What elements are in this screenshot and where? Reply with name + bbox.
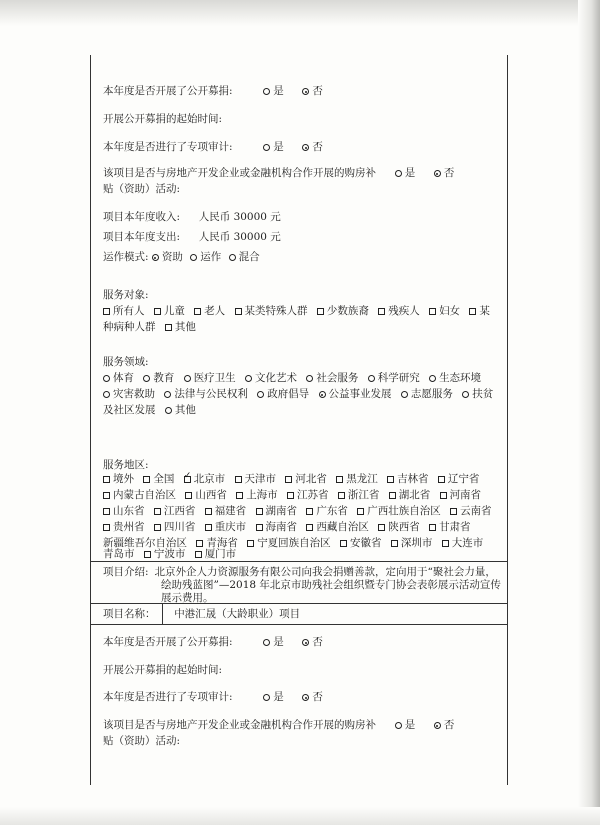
option-label: 宁波市: [153, 548, 186, 560]
income-row: [103, 210, 281, 224]
no-radio-selected-icon[interactable]: [434, 722, 441, 729]
option-label: 残疾人: [388, 305, 420, 317]
checkbox-icon[interactable]: [256, 524, 263, 531]
option-label: 境外: [113, 473, 134, 485]
checkbox-icon[interactable]: [165, 324, 172, 331]
option-label: 贵州省: [113, 521, 145, 533]
option-label: 深圳市: [400, 537, 433, 549]
checkbox-icon[interactable]: [103, 524, 110, 531]
option-label: 福建省: [214, 505, 247, 517]
option-label: 生态环境: [439, 372, 482, 384]
housing-question: 该项目是否与房地产开发企业或金融机构合作开展的购房补: [103, 719, 376, 731]
option-label: 扶贫: [472, 388, 494, 400]
checkbox-icon[interactable]: [378, 308, 385, 315]
no-radio-selected-icon[interactable]: [302, 144, 309, 151]
checkbox-icon[interactable]: [235, 308, 242, 315]
option-label: 湖北省: [398, 489, 431, 501]
mode-radio-icon[interactable]: [229, 254, 236, 261]
option-label: 广西壮族自治区: [367, 505, 441, 517]
service-objects-line2: [103, 320, 202, 334]
project-intro-text: 北京外企人力资源服务有限公司向我会捐赠善款，定向用于“聚社会力量，: [154, 566, 496, 578]
checkbox-icon[interactable]: [336, 476, 343, 483]
checkbox-icon[interactable]: [469, 308, 476, 315]
checkbox-icon[interactable]: [340, 540, 347, 547]
option-label: 河南省: [449, 489, 482, 501]
mode-option: 混合: [238, 251, 260, 263]
option-label: 河北省: [295, 473, 327, 485]
housing-row-cont: 贴（资助）活动:: [103, 183, 181, 195]
mode-label: 运作模式:: [103, 251, 149, 263]
option-label: 广东省: [316, 505, 348, 517]
option-label: 安徽省: [350, 537, 382, 549]
table-border-left: [90, 55, 91, 785]
checkbox-icon[interactable]: [387, 476, 394, 483]
radio-icon[interactable]: [184, 375, 191, 382]
no-label: 否: [312, 141, 323, 153]
housing-row-2-cont: 贴（资助）活动:: [103, 735, 181, 747]
option-label: 上海市: [246, 489, 278, 501]
start-time-row-2: [103, 663, 222, 677]
table-border-right: [507, 55, 508, 785]
income-value: 人民币 30000 元: [198, 211, 281, 223]
checkbox-icon[interactable]: [195, 551, 202, 558]
scan-edge-top: [0, 0, 600, 26]
option-label: 江苏省: [297, 489, 329, 501]
no-label: 否: [443, 719, 455, 731]
yes-radio-icon[interactable]: [263, 144, 270, 151]
no-label: 否: [312, 691, 323, 703]
checkbox-icon[interactable]: [429, 308, 436, 315]
option-label: 江西省: [163, 505, 196, 517]
option-label: 山西省: [195, 489, 227, 501]
mode-radio-icon[interactable]: [190, 254, 197, 261]
checkbox-icon[interactable]: [391, 540, 398, 547]
checkbox-icon[interactable]: [185, 492, 192, 499]
option-label: 青海省: [206, 537, 238, 549]
checkbox-icon[interactable]: [378, 524, 385, 531]
yes-radio-icon[interactable]: [263, 88, 270, 95]
option-label: 老人: [204, 305, 226, 317]
checkbox-icon[interactable]: [389, 492, 396, 499]
yes-label: 是: [273, 141, 284, 153]
audit-row: [103, 140, 323, 154]
table-divider-1: [90, 561, 508, 562]
checkbox-icon[interactable]: [442, 540, 449, 547]
radio-icon[interactable]: [165, 407, 172, 414]
no-radio-selected-icon[interactable]: [434, 170, 441, 177]
checkbox-icon[interactable]: [235, 476, 242, 483]
option-label: 灾害救助: [113, 388, 155, 400]
radio-icon[interactable]: [401, 391, 408, 398]
option-label: 湖南省: [265, 505, 298, 517]
checkbox-icon[interactable]: [144, 551, 151, 558]
housing-row-2: [103, 718, 454, 732]
radio-icon[interactable]: [245, 375, 252, 382]
yes-label: 是: [273, 85, 284, 97]
option-label: 全国: [153, 473, 175, 485]
option-label: 海南省: [265, 521, 298, 533]
checkbox-icon[interactable]: [236, 492, 243, 499]
public-raise-question: 本年度是否开展了公开募捐:: [103, 636, 233, 648]
option-label: 北京市: [193, 473, 226, 485]
option-label: 某: [479, 305, 490, 317]
checkbox-icon[interactable]: [285, 476, 292, 483]
checkbox-icon[interactable]: [306, 524, 313, 531]
income-label: 项目本年度收入:: [103, 211, 181, 223]
service-fields-line2: [103, 387, 499, 401]
option-label: 其他: [174, 321, 196, 333]
project-intro-text: 展示费用。: [161, 592, 214, 604]
option-label: 科学研究: [377, 372, 420, 384]
no-radio-selected-icon[interactable]: [302, 639, 309, 646]
checkbox-icon[interactable]: [194, 308, 201, 315]
option-label: 公益事业发展: [328, 388, 392, 400]
checkbox-icon[interactable]: [143, 476, 150, 483]
option-label: 医疗卫生: [193, 372, 236, 384]
option-label: 青岛市: [103, 548, 135, 560]
start-time-question: 开展公开募捐的起始时间:: [103, 113, 223, 125]
option-label: 云南省: [460, 505, 492, 517]
yes-label: 是: [404, 719, 416, 731]
radio-icon[interactable]: [306, 375, 313, 382]
option-label: 妇女: [439, 305, 461, 317]
yes-radio-icon[interactable]: [263, 639, 270, 646]
public-raise-question: 本年度是否开展了公开募捐:: [103, 85, 233, 97]
service-fields-line3: [103, 403, 202, 417]
service-regions-line2: [103, 488, 487, 502]
mode-radio-selected-icon[interactable]: [152, 254, 159, 261]
option-label: 所有人: [113, 305, 145, 317]
mode-option: 运作: [200, 251, 222, 263]
option-label: 宁夏回族自治区: [257, 537, 331, 549]
checkbox-icon[interactable]: [103, 308, 110, 315]
audit-question: 本年度是否进行了专项审计:: [103, 141, 233, 153]
option-label: 种病种人群: [103, 321, 156, 333]
service-regions-line6: [103, 547, 242, 561]
yes-label: 是: [273, 636, 284, 648]
checkbox-icon[interactable]: [287, 492, 294, 499]
mode-row: [103, 250, 260, 264]
option-label: 黑龙江: [346, 473, 378, 485]
service-objects-label: 服务对象:: [103, 289, 149, 301]
option-label: 山东省: [113, 505, 145, 517]
checkbox-icon[interactable]: [205, 508, 212, 515]
checkbox-icon[interactable]: [357, 508, 364, 515]
table-divider-3: [90, 624, 508, 625]
option-label: 厦门市: [204, 548, 237, 560]
option-label: 体育: [113, 372, 134, 384]
mode-option: 资助: [161, 251, 183, 263]
option-label: 吉林省: [397, 473, 429, 485]
start-time-question: 开展公开募捐的起始时间:: [103, 664, 223, 676]
audit-question: 本年度是否进行了专项审计:: [103, 691, 233, 703]
service-fields-label: 服务领域:: [103, 356, 149, 368]
option-label: 天津市: [244, 473, 277, 485]
radio-icon[interactable]: [103, 391, 110, 398]
option-label: 西藏自治区: [316, 521, 369, 533]
checkbox-checked-icon[interactable]: [184, 476, 191, 483]
checkbox-icon[interactable]: [103, 476, 110, 483]
checkbox-icon[interactable]: [440, 492, 447, 499]
project-intro: [103, 566, 505, 605]
yes-radio-icon[interactable]: [395, 170, 402, 177]
service-regions-label: 服务地区:: [103, 459, 149, 471]
radio-icon[interactable]: [164, 391, 171, 398]
option-label: 新疆维吾尔自治区: [103, 537, 187, 549]
option-label: 法律与公民权利: [174, 388, 248, 400]
service-regions-line3: [103, 504, 498, 518]
option-label: 志愿服务: [410, 388, 453, 400]
option-label: 陕西省: [388, 521, 420, 533]
option-label: 少数族裔: [326, 305, 369, 317]
scan-edge-right: [578, 0, 600, 825]
no-radio-selected-icon[interactable]: [302, 694, 309, 701]
option-label: 文化艺术: [255, 372, 298, 384]
no-label: 否: [312, 85, 323, 97]
option-label: 其他: [174, 404, 196, 416]
radio-icon[interactable]: [103, 375, 110, 382]
project-intro-text: 绘助残蓝图”—2018 年北京市助残社会组织暨专门协会表彰展示活动宣传: [161, 579, 501, 591]
project-name-label: 项目名称：: [103, 608, 156, 620]
project-name-value: 中港汇晟（大龄职业）项目: [174, 608, 301, 620]
option-label: 重庆市: [214, 521, 247, 533]
checkbox-icon[interactable]: [306, 508, 313, 515]
option-label: 社会服务: [316, 372, 359, 384]
checkbox-icon[interactable]: [205, 524, 212, 531]
checkbox-icon[interactable]: [317, 308, 324, 315]
no-radio-selected-icon[interactable]: [302, 88, 309, 95]
service-regions-line1: [103, 472, 485, 486]
project-intro-label: 项目介绍:: [103, 566, 149, 578]
checkbox-icon[interactable]: [154, 508, 161, 515]
housing-question: 该项目是否与房地产开发企业或金融机构合作开展的购房补: [103, 167, 376, 179]
option-label: 及社区发展: [103, 404, 156, 416]
option-label: 政府倡导: [267, 388, 310, 400]
housing-row: [103, 166, 454, 180]
option-label: 甘肃省: [439, 521, 471, 533]
yes-radio-icon[interactable]: [263, 694, 270, 701]
checkbox-icon[interactable]: [103, 492, 110, 499]
checkbox-icon[interactable]: [154, 308, 161, 315]
option-label: 某类特殊人群: [244, 305, 308, 317]
radio-icon[interactable]: [257, 391, 264, 398]
yes-radio-icon[interactable]: [395, 722, 402, 729]
option-label: 大连市: [451, 537, 484, 549]
option-label: 辽宁省: [447, 473, 480, 485]
checkbox-icon[interactable]: [429, 524, 436, 531]
radio-icon[interactable]: [368, 375, 375, 382]
checkbox-icon[interactable]: [256, 508, 263, 515]
option-label: 教育: [153, 372, 175, 384]
start-time-row: [103, 112, 222, 126]
scan-edge-bottom: [0, 807, 600, 825]
checkbox-icon[interactable]: [438, 476, 445, 483]
yes-label: 是: [404, 167, 416, 179]
option-label: 儿童: [163, 305, 185, 317]
expense-label: 项目本年度支出:: [103, 231, 181, 243]
checkbox-icon[interactable]: [450, 508, 457, 515]
checkbox-icon[interactable]: [338, 492, 345, 499]
no-label: 否: [312, 636, 323, 648]
service-objects-line1: [103, 304, 496, 318]
option-label: 内蒙古自治区: [113, 489, 176, 501]
expense-row: [103, 230, 281, 244]
checkbox-icon[interactable]: [247, 540, 254, 547]
option-label: 四川省: [163, 521, 196, 533]
radio-icon[interactable]: [462, 391, 469, 398]
no-label: 否: [443, 167, 455, 179]
checkbox-icon[interactable]: [196, 540, 203, 547]
radio-icon[interactable]: [429, 375, 436, 382]
public-raise-row-2: [103, 635, 323, 649]
checkbox-icon[interactable]: [154, 524, 161, 531]
project-name-row: [103, 607, 300, 621]
radio-icon[interactable]: [143, 375, 150, 382]
expense-value: 人民币 30000 元: [198, 231, 281, 243]
option-label: 浙江省: [347, 489, 380, 501]
public-raise-row: [103, 84, 323, 98]
service-fields-line1: [103, 371, 487, 385]
checkbox-icon[interactable]: [103, 508, 110, 515]
radio-selected-icon[interactable]: [319, 391, 326, 398]
audit-row-2: [103, 690, 323, 704]
service-regions-line4: [103, 520, 477, 534]
yes-label: 是: [273, 691, 284, 703]
